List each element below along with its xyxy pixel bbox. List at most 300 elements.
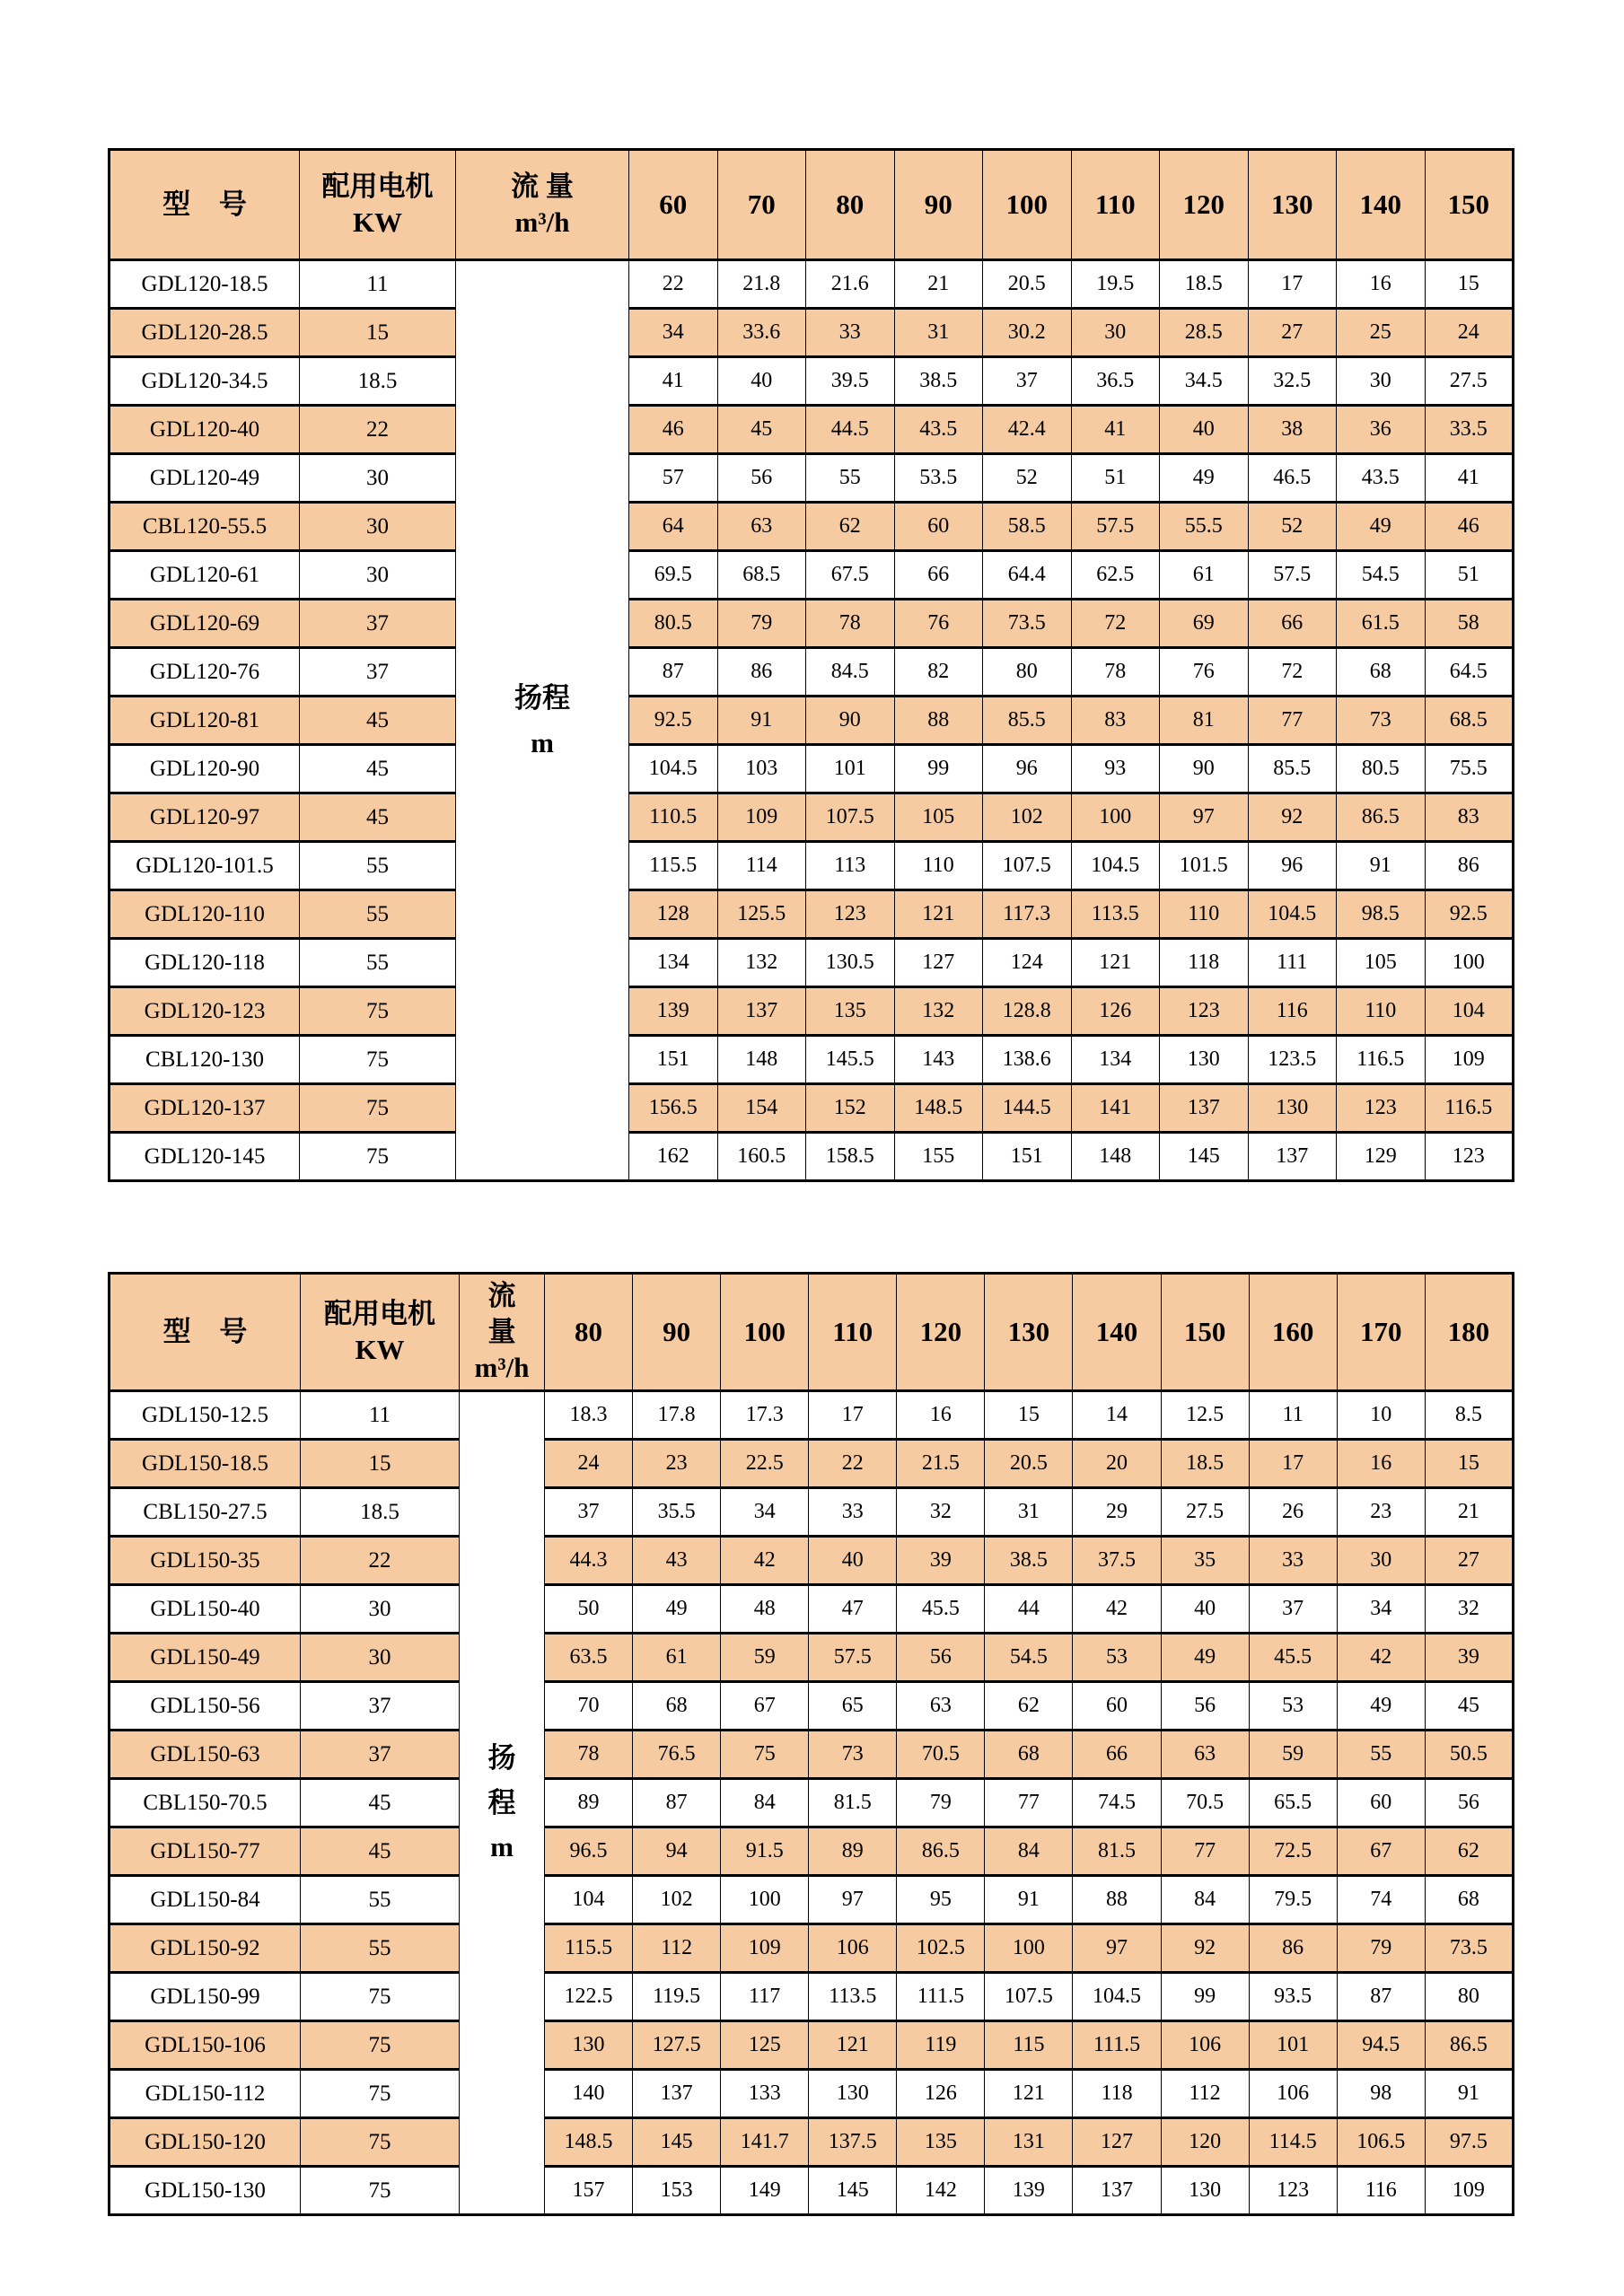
head-value-cell-120: 142 [897,2167,985,2215]
motor-kw-cell: 75 [300,1133,456,1181]
head-value-cell-130: 17 [1248,260,1337,309]
head-value-cell-120: 86.5 [897,1827,985,1876]
head-value-cell-80: 63.5 [545,1634,633,1682]
head-value-cell-140: 16 [1337,260,1426,309]
head-value-cell-80: 122.5 [545,1973,633,2021]
head-value-cell-80: 33 [806,309,895,357]
spec-row-GDL120-145 [110,1133,1514,1181]
head-value-cell-110: 22 [809,1440,897,1488]
head-value-cell-80: 78 [806,600,895,648]
spec-row-GDL120-118 [110,939,1514,987]
head-value-cell-130: 38 [1248,406,1337,454]
head-value-cell-90: 145 [633,2118,721,2167]
head-value-cell-180: 86.5 [1425,2021,1513,2070]
head-value-cell-80: 78 [545,1731,633,1779]
head-value-cell-120: 135 [897,2118,985,2167]
head-value-cell-90: 17.8 [633,1391,721,1440]
head-value-cell-150: 18.5 [1161,1440,1249,1488]
head-value-cell-110: 148 [1071,1133,1160,1181]
motor-kw-cell: 30 [300,503,456,551]
spec-row-CBL120-55.5 [110,503,1514,551]
col-header-flow-120: 120 [897,1274,985,1391]
spec-row-CBL150-70.5 [110,1779,1514,1827]
head-value-cell-80: 55 [806,454,895,503]
head-value-cell-110: 33 [809,1488,897,1537]
spec-row-GDL120-69 [110,600,1514,648]
model-cell: GDL150-49 [110,1634,301,1682]
col-header-flow-110: 110 [1071,150,1160,260]
head-value-cell-90: 99 [894,745,983,793]
head-value-cell-100: 64.4 [983,551,1072,600]
head-value-cell-120: 102.5 [897,1924,985,1973]
head-value-cell-90: 43 [633,1537,721,1585]
head-value-cell-70: 154 [717,1084,806,1133]
model-cell: GDL120-40 [110,406,300,454]
spec-row-GDL150-84 [110,1876,1514,1924]
col-header-flow-140: 140 [1337,150,1426,260]
head-value-cell-140: 80.5 [1337,745,1426,793]
head-value-cell-130: 139 [985,2167,1073,2215]
motor-kw-cell: 22 [300,406,456,454]
head-value-cell-60: 69.5 [629,551,718,600]
col-header-motor-kw: 配用电机 KW [300,150,456,260]
spec-row-GDL120-90 [110,745,1514,793]
head-value-cell-130: 72 [1248,648,1337,697]
head-value-cell-90: 132 [894,987,983,1036]
head-value-cell-140: 129 [1337,1133,1426,1181]
motor-kw-cell: 75 [300,987,456,1036]
head-value-cell-100: 128.8 [983,987,1072,1036]
head-value-cell-140: 110 [1337,987,1426,1036]
head-value-cell-110: 106 [809,1924,897,1973]
head-value-cell-100: 138.6 [983,1036,1072,1084]
head-value-cell-60: 92.5 [629,697,718,745]
head-value-cell-80: 104 [545,1876,633,1924]
head-value-cell-150: 104 [1425,987,1514,1036]
motor-kw-cell: 30 [300,551,456,600]
motor-kw-cell: 55 [300,890,456,939]
head-value-cell-170: 116 [1337,2167,1425,2215]
model-cell: CBL120-55.5 [110,503,300,551]
col-header-flow-130: 130 [1248,150,1337,260]
head-value-cell-100: 85.5 [983,697,1072,745]
model-cell: GDL120-81 [110,697,300,745]
col-header-model: 型 号 [110,150,300,260]
head-value-cell-110: 126 [1071,987,1160,1036]
model-cell: GDL150-106 [110,2021,301,2070]
head-value-cell-150: 63 [1161,1731,1249,1779]
spec-row-GDL150-77 [110,1827,1514,1876]
head-value-cell-170: 55 [1337,1731,1425,1779]
head-value-cell-140: 20 [1073,1440,1161,1488]
spec-row-CBL120-130 [110,1036,1514,1084]
col-header-flow-170: 170 [1337,1274,1425,1391]
head-value-cell-60: 80.5 [629,600,718,648]
col-header-flow-120: 120 [1160,150,1249,260]
head-value-cell-130: 54.5 [985,1634,1073,1682]
spec-row-GDL150-12.5 [110,1391,1514,1440]
head-value-cell-90: 88 [894,697,983,745]
head-value-cell-140: 116.5 [1337,1036,1426,1084]
head-value-cell-140: 81.5 [1073,1827,1161,1876]
model-cell: GDL120-90 [110,745,300,793]
model-cell: GDL150-12.5 [110,1391,301,1440]
head-value-cell-140: 49 [1337,503,1426,551]
head-value-cell-70: 109 [717,793,806,842]
head-value-cell-160: 86 [1249,1924,1337,1973]
model-cell: GDL150-77 [110,1827,301,1876]
head-value-cell-100: 59 [721,1634,809,1682]
head-value-cell-70: 45 [717,406,806,454]
head-value-cell-180: 80 [1425,1973,1513,2021]
spec-row-GDL150-112 [110,2070,1514,2118]
head-value-cell-100: 151 [983,1133,1072,1181]
head-value-cell-100: 37 [983,357,1072,406]
head-value-cell-180: 68 [1425,1876,1513,1924]
spec-row-GDL150-120 [110,2118,1514,2167]
col-header-flow-160: 160 [1249,1274,1337,1391]
head-value-cell-130: 57.5 [1248,551,1337,600]
motor-kw-cell: 55 [300,939,456,987]
model-cell: GDL120-123 [110,987,300,1036]
motor-kw-cell: 11 [300,260,456,309]
head-value-cell-110: 137.5 [809,2118,897,2167]
head-value-cell-100: 107.5 [983,842,1072,890]
head-value-cell-70: 125.5 [717,890,806,939]
model-cell: GDL120-110 [110,890,300,939]
head-value-cell-80: 24 [545,1440,633,1488]
model-cell: GDL120-101.5 [110,842,300,890]
col-header-flow-150: 150 [1425,150,1514,260]
head-value-cell-80: 152 [806,1084,895,1133]
head-value-cell-140: 14 [1073,1391,1161,1440]
head-value-cell-150: 64.5 [1425,648,1514,697]
head-value-cell-80: 39.5 [806,357,895,406]
head-value-cell-130: 121 [985,2070,1073,2118]
model-cell: GDL150-120 [110,2118,301,2167]
head-value-cell-130: 111 [1248,939,1337,987]
head-value-cell-100: 30.2 [983,309,1072,357]
head-value-cell-150: 106 [1161,2021,1249,2070]
head-value-cell-90: 112 [633,1924,721,1973]
head-value-cell-110: 113.5 [809,1973,897,2021]
head-value-cell-110: 57.5 [1071,503,1160,551]
head-value-cell-170: 34 [1337,1585,1425,1634]
motor-kw-cell: 45 [301,1779,460,1827]
motor-kw-cell: 75 [301,2167,460,2215]
head-value-cell-160: 53 [1249,1682,1337,1731]
col-header-flow-100: 100 [983,150,1072,260]
spec-row-GDL150-35 [110,1537,1514,1585]
motor-kw-cell: 30 [301,1634,460,1682]
head-value-cell-140: 74.5 [1073,1779,1161,1827]
head-value-cell-70: 103 [717,745,806,793]
head-value-cell-90: 31 [894,309,983,357]
head-value-cell-70: 137 [717,987,806,1036]
model-cell: GDL150-56 [110,1682,301,1731]
spec-row-GDL120-61 [110,551,1514,600]
head-value-cell-90: 76.5 [633,1731,721,1779]
head-value-cell-140: 91 [1337,842,1426,890]
head-value-cell-180: 45 [1425,1682,1513,1731]
head-value-cell-150: 56 [1161,1682,1249,1731]
spec-row-GDL120-101.5 [110,842,1514,890]
head-value-cell-130: 130 [1248,1084,1337,1133]
head-value-cell-70: 79 [717,600,806,648]
head-value-cell-150: 49 [1161,1634,1249,1682]
head-value-cell-120: 119 [897,2021,985,2070]
head-value-cell-80: 145.5 [806,1036,895,1084]
head-value-cell-100: 91.5 [721,1827,809,1876]
spec-row-GDL120-18.5 [110,260,1514,309]
head-value-cell-150: 130 [1161,2167,1249,2215]
header-row [110,150,1514,260]
head-value-cell-110: 121 [1071,939,1160,987]
head-value-cell-120: 118 [1160,939,1249,987]
motor-kw-cell: 18.5 [300,357,456,406]
header-row [110,1274,1514,1391]
col-header-flow-130: 130 [985,1274,1073,1391]
head-value-cell-120: 110 [1160,890,1249,939]
head-value-cell-90: 53.5 [894,454,983,503]
head-value-cell-130: 92 [1248,793,1337,842]
head-value-cell-90: 21 [894,260,983,309]
head-value-cell-80: 130 [545,2021,633,2070]
spec-row-GDL120-49 [110,454,1514,503]
head-value-cell-120: 55.5 [1160,503,1249,551]
head-value-cell-140: 127 [1073,2118,1161,2167]
head-value-cell-70: 63 [717,503,806,551]
head-value-cell-130: 131 [985,2118,1073,2167]
head-value-cell-100: 42.4 [983,406,1072,454]
motor-kw-cell: 37 [301,1682,460,1731]
head-value-cell-90: 60 [894,503,983,551]
col-header-flow-70: 70 [717,150,806,260]
head-value-cell-150: 109 [1425,1036,1514,1084]
col-header-flow-110: 110 [809,1274,897,1391]
head-value-cell-140: 66 [1073,1731,1161,1779]
head-value-cell-110: 89 [809,1827,897,1876]
head-value-cell-60: 46 [629,406,718,454]
spec-row-CBL150-27.5 [110,1488,1514,1537]
head-value-cell-130: 62 [985,1682,1073,1731]
head-value-cell-120: 32 [897,1488,985,1537]
head-value-cell-140: 86.5 [1337,793,1426,842]
head-value-cell-60: 162 [629,1133,718,1181]
head-value-cell-60: 128 [629,890,718,939]
motor-kw-cell: 55 [301,1876,460,1924]
head-value-cell-100: 22.5 [721,1440,809,1488]
head-value-cell-160: 17 [1249,1440,1337,1488]
head-value-cell-130: 38.5 [985,1537,1073,1585]
motor-kw-cell: 75 [300,1084,456,1133]
head-value-cell-180: 50.5 [1425,1731,1513,1779]
table-gap [108,1182,1624,1272]
head-value-cell-180: 62 [1425,1827,1513,1876]
head-value-cell-120: 45.5 [897,1585,985,1634]
spec-row-GDL120-34.5 [110,357,1514,406]
spec-row-GDL120-76 [110,648,1514,697]
head-value-cell-180: 91 [1425,2070,1513,2118]
head-value-cell-130: 85.5 [1248,745,1337,793]
head-value-cell-120: 81 [1160,697,1249,745]
spec-row-GDL150-130 [110,2167,1514,2215]
spec-row-GDL150-56 [110,1682,1514,1731]
head-value-cell-160: 123 [1249,2167,1337,2215]
head-value-cell-160: 114.5 [1249,2118,1337,2167]
head-value-cell-160: 11 [1249,1391,1337,1440]
motor-kw-cell: 45 [301,1827,460,1876]
head-value-cell-110: 81.5 [809,1779,897,1827]
col-header-flow-140: 140 [1073,1274,1161,1391]
col-header-flow-unit: 流 量 m³/h [460,1274,545,1391]
head-value-cell-110: 78 [1071,648,1160,697]
col-header-model: 型 号 [110,1274,301,1391]
head-value-cell-140: 105 [1337,939,1426,987]
head-value-cell-70: 68.5 [717,551,806,600]
head-value-cell-130: 44 [985,1585,1073,1634]
model-cell: GDL120-118 [110,939,300,987]
head-value-cell-100: 125 [721,2021,809,2070]
spec-row-GDL120-40 [110,406,1514,454]
head-value-cell-90: 66 [894,551,983,600]
head-value-cell-170: 49 [1337,1682,1425,1731]
head-value-cell-140: 118 [1073,2070,1161,2118]
head-value-cell-80: 148.5 [545,2118,633,2167]
model-cell: CBL120-130 [110,1036,300,1084]
head-value-cell-170: 94.5 [1337,2021,1425,2070]
spec-row-GDL150-63 [110,1731,1514,1779]
head-value-cell-120: 111.5 [897,1973,985,2021]
head-value-cell-100: 133 [721,2070,809,2118]
head-value-cell-100: 109 [721,1924,809,1973]
head-value-cell-80: 50 [545,1585,633,1634]
head-value-cell-110: 83 [1071,697,1160,745]
head-value-cell-120: 97 [1160,793,1249,842]
head-value-cell-180: 15 [1425,1440,1513,1488]
head-value-cell-160: 106 [1249,2070,1337,2118]
head-value-cell-140: 88 [1073,1876,1161,1924]
head-value-cell-140: 123 [1337,1084,1426,1133]
head-value-cell-130: 107.5 [985,1973,1073,2021]
col-header-flow-90: 90 [894,150,983,260]
head-value-cell-120: 40 [1160,406,1249,454]
head-value-cell-170: 23 [1337,1488,1425,1537]
head-value-cell-80: 130.5 [806,939,895,987]
col-header-flow-180: 180 [1425,1274,1513,1391]
head-value-cell-100: 124 [983,939,1072,987]
head-value-cell-120: 61 [1160,551,1249,600]
head-value-cell-130: 31 [985,1488,1073,1537]
model-cell: GDL120-76 [110,648,300,697]
head-value-cell-100: 42 [721,1537,809,1585]
model-cell: GDL120-61 [110,551,300,600]
head-value-cell-100: 67 [721,1682,809,1731]
head-value-cell-120: 145 [1160,1133,1249,1181]
motor-kw-cell: 45 [300,745,456,793]
head-value-cell-110: 51 [1071,454,1160,503]
head-value-cell-150: 24 [1425,309,1514,357]
head-value-cell-110: 134 [1071,1036,1160,1084]
head-value-cell-100: 17.3 [721,1391,809,1440]
head-value-cell-80: 62 [806,503,895,551]
head-value-cell-110: 36.5 [1071,357,1160,406]
model-cell: GDL120-49 [110,454,300,503]
head-value-cell-130: 115 [985,2021,1073,2070]
head-value-cell-100: 75 [721,1731,809,1779]
head-value-cell-110: 41 [1071,406,1160,454]
head-value-cell-90: 49 [633,1585,721,1634]
head-value-cell-100: 96 [983,745,1072,793]
head-value-cell-170: 98 [1337,2070,1425,2118]
head-value-cell-60: 22 [629,260,718,309]
head-value-cell-90: 127.5 [633,2021,721,2070]
motor-kw-cell: 37 [301,1731,460,1779]
head-value-cell-100: 117 [721,1973,809,2021]
head-value-cell-90: 76 [894,600,983,648]
head-value-cell-90: 68 [633,1682,721,1731]
head-value-cell-80: 89 [545,1779,633,1827]
motor-kw-cell: 45 [300,793,456,842]
head-value-cell-130: 27 [1248,309,1337,357]
head-value-cell-70: 114 [717,842,806,890]
motor-kw-cell: 55 [301,1924,460,1973]
head-value-cell-90: 82 [894,648,983,697]
head-value-cell-140: 25 [1337,309,1426,357]
head-value-cell-150: 112 [1161,2070,1249,2118]
head-value-cell-70: 91 [717,697,806,745]
head-value-cell-120: 126 [897,2070,985,2118]
head-value-cell-140: 60 [1073,1682,1161,1731]
model-cell: GDL150-99 [110,1973,301,2021]
head-value-cell-140: 111.5 [1073,2021,1161,2070]
head-value-cell-130: 52 [1248,503,1337,551]
head-value-cell-120: 21.5 [897,1440,985,1488]
spec-row-GDL120-123 [110,987,1514,1036]
head-value-cell-90: 143 [894,1036,983,1084]
col-header-flow-100: 100 [721,1274,809,1391]
model-cell: GDL120-34.5 [110,357,300,406]
head-value-cell-140: 36 [1337,406,1426,454]
head-value-cell-140: 104.5 [1073,1973,1161,2021]
model-cell: GDL120-97 [110,793,300,842]
head-value-cell-90: 155 [894,1133,983,1181]
head-value-cell-150: 46 [1425,503,1514,551]
head-value-cell-80: 44.3 [545,1537,633,1585]
head-unit-cell: 扬程 m [456,260,629,1181]
head-value-cell-110: 19.5 [1071,260,1160,309]
head-value-cell-110: 73 [809,1731,897,1779]
head-value-cell-130: 46.5 [1248,454,1337,503]
head-value-cell-120: 28.5 [1160,309,1249,357]
head-value-cell-170: 10 [1337,1391,1425,1440]
head-value-cell-130: 32.5 [1248,357,1337,406]
head-value-cell-150: 86 [1425,842,1514,890]
head-value-cell-60: 134 [629,939,718,987]
head-value-cell-150: 58 [1425,600,1514,648]
head-value-cell-170: 79 [1337,1924,1425,1973]
model-cell: GDL120-137 [110,1084,300,1133]
head-value-cell-150: 12.5 [1161,1391,1249,1440]
model-cell: CBL150-70.5 [110,1779,301,1827]
head-value-cell-80: 101 [806,745,895,793]
model-cell: GDL120-18.5 [110,260,300,309]
head-value-cell-150: 70.5 [1161,1779,1249,1827]
head-value-cell-130: 68 [985,1731,1073,1779]
head-value-cell-100: 141.7 [721,2118,809,2167]
motor-kw-cell: 75 [301,1973,460,2021]
head-value-cell-130: 116 [1248,987,1337,1036]
